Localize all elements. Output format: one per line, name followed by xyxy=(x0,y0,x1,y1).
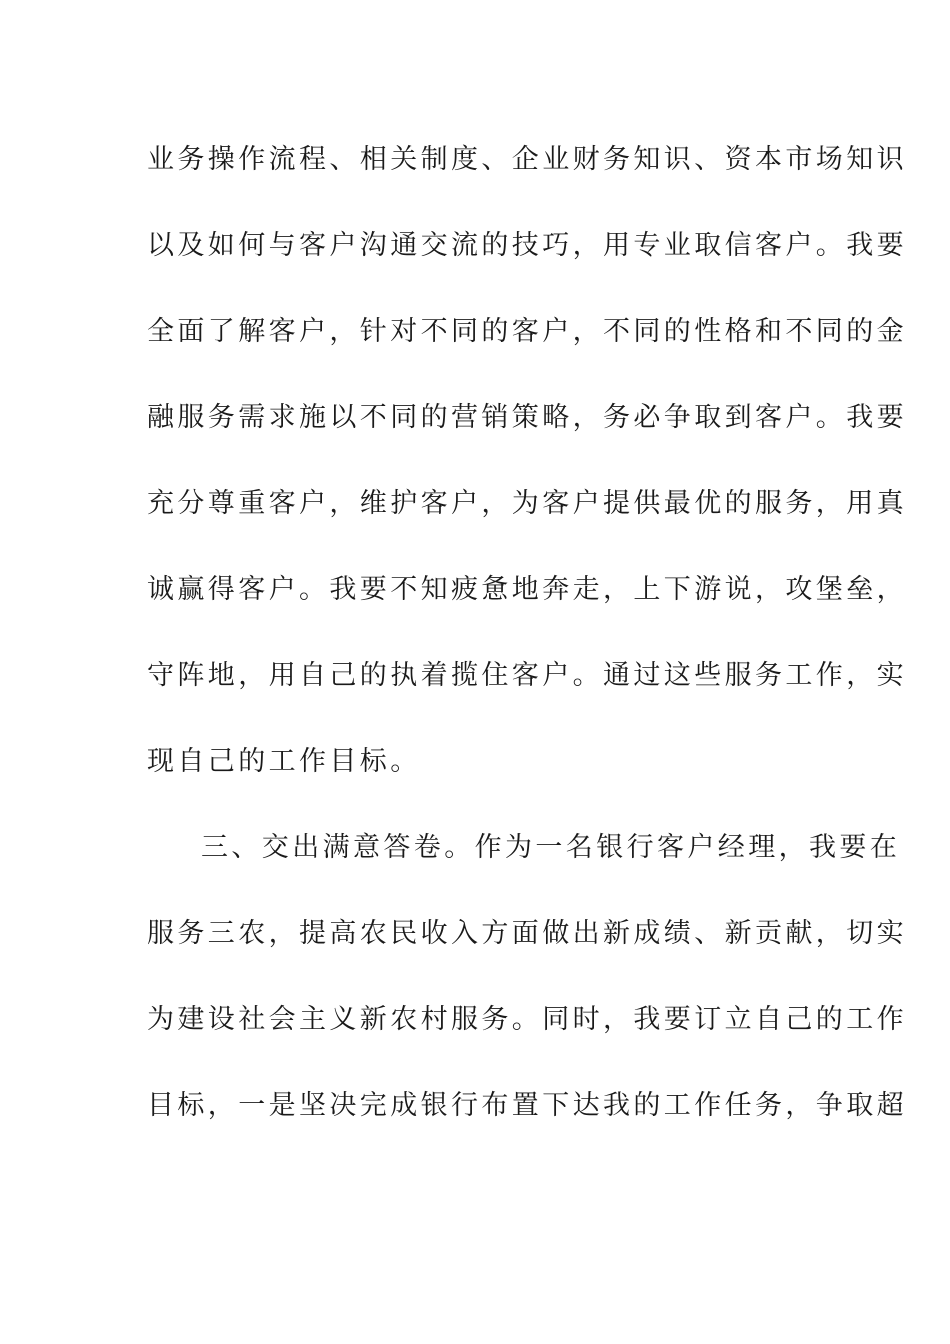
text-line: 充分尊重客户，维护客户，为客户提供最优的服务，用真 xyxy=(147,488,907,519)
text-line: 服务三农，提高农民收入方面做出新成绩、新贡献，切实 xyxy=(147,918,907,949)
text-line: 目标，一是坚决完成银行布置下达我的工作任务，争取超 xyxy=(147,1090,907,1121)
text-line: 全面了解客户，针对不同的客户，不同的性格和不同的金 xyxy=(147,316,907,347)
text-line: 业务操作流程、相关制度、企业财务知识、资本市场知识 xyxy=(147,144,907,175)
text-line: 为建设社会主义新农村服务。同时，我要订立自己的工作 xyxy=(147,1004,907,1035)
text-line: 融服务需求施以不同的营销策略，务必争取到客户。我要 xyxy=(147,402,907,433)
text-line: 现自己的工作目标。 xyxy=(147,746,421,777)
text-line: 守阵地，用自己的执着揽住客户。通过这些服务工作，实 xyxy=(147,660,907,691)
text-line: 诚赢得客户。我要不知疲惫地奔走，上下游说，攻堡垒， xyxy=(147,574,907,605)
paragraph-first-line: 三、交出满意答卷。作为一名银行客户经理，我要在 xyxy=(201,832,901,863)
text-line: 以及如何与客户沟通交流的技巧，用专业取信客户。我要 xyxy=(147,230,907,261)
